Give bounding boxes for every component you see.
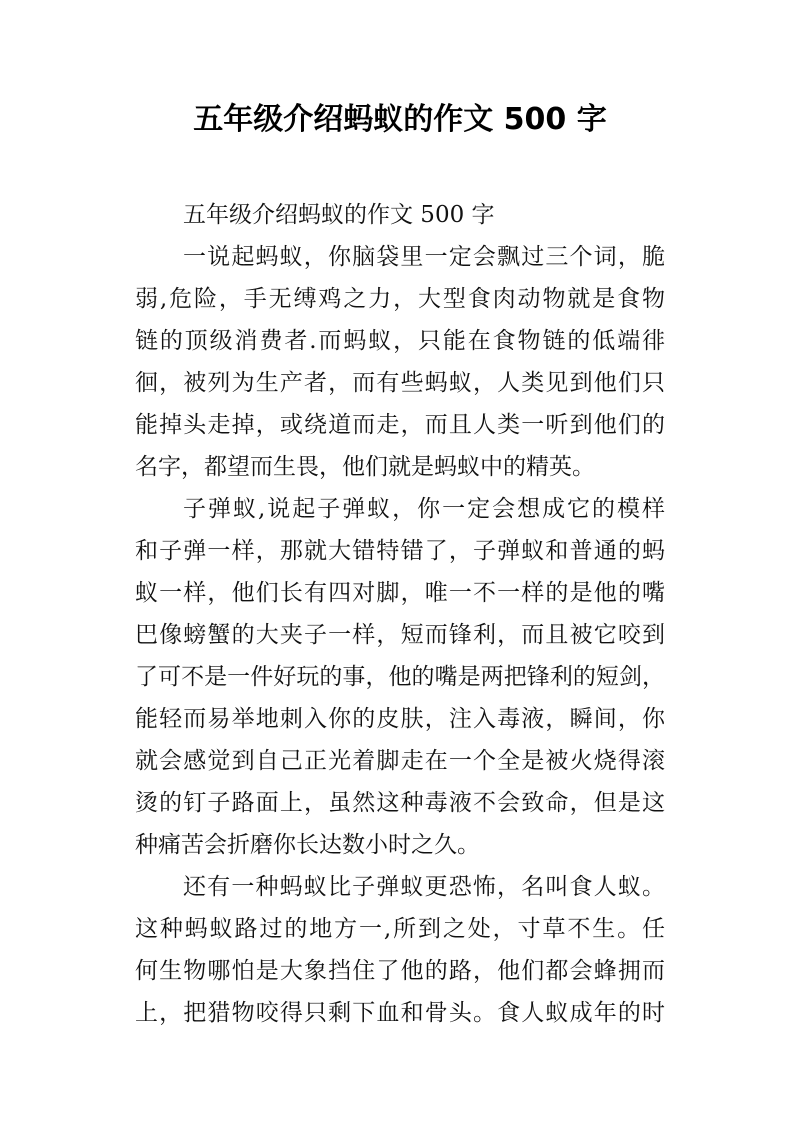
text-line: 名字，都望而生畏，他们就是蚂蚁中的精英。	[135, 454, 595, 480]
text-line: 能掉头走掉，或绕道而走，而且人类一听到他们的	[135, 412, 665, 438]
text-line: 了可不是一件好玩的事，他的嘴是两把锋利的短剑，	[135, 664, 665, 690]
text-line: 能轻而易举地刺入你的皮肤，注入毒液，瞬间，你	[135, 706, 665, 732]
text-line: 这种蚂蚁路过的地方一,所到之处，寸草不生。任	[135, 916, 665, 942]
text-line: 一说起蚂蚁，你脑袋里一定会飘过三个词，脆	[183, 244, 665, 270]
text-line: 徊，被列为生产者，而有些蚂蚁，人类见到他们只	[135, 370, 665, 396]
document-title: 五年级介绍蚂蚁的作文 500 字	[193, 102, 607, 137]
text-line: 种痛苦会折磨你长达数小时之久。	[135, 832, 480, 858]
text-line: 蚁一样，他们长有四对脚，唯一不一样的是他的嘴	[135, 580, 665, 606]
text-line: 就会感觉到自己正光着脚走在一个全是被火烧得滚	[135, 748, 665, 774]
text-line: 链的顶级消费者.而蚂蚁，只能在食物链的低端徘	[135, 328, 665, 354]
text-line: 弱,危险，手无缚鸡之力，大型食肉动物就是食物	[135, 286, 665, 312]
text-line: 五年级介绍蚂蚁的作文 500 字	[183, 202, 495, 228]
text-line: 烫的钉子路面上，虽然这种毒液不会致命，但是这	[135, 790, 665, 816]
text-line: 何生物哪怕是大象挡住了他的路，他们都会蜂拥而	[135, 958, 665, 984]
text-line: 和子弹一样，那就大错特错了，子弹蚁和普通的蚂	[135, 538, 665, 564]
text-line: 巴像螃蟹的大夹子一样，短而锋利，而且被它咬到	[135, 622, 665, 648]
text-line: 上，把猎物咬得只剩下血和骨头。食人蚁成年的时	[135, 1000, 665, 1026]
text-line: 子弹蚁,说起子弹蚁，你一定会想成它的模样	[183, 496, 665, 522]
text-line: 还有一种蚂蚁比子弹蚁更恐怖，名叫食人蚁。	[183, 874, 665, 900]
